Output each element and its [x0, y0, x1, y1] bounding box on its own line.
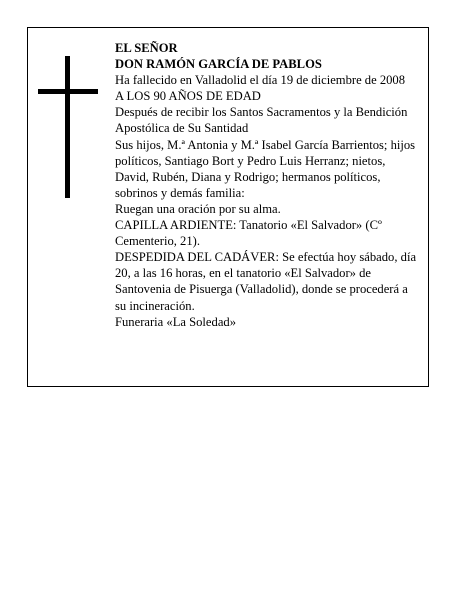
chapel-info: CAPILLA ARDIENTE: Tanatorio «El Salvador» (Cº Cementerio, 21).: [115, 218, 382, 249]
farewell-info: DESPEDIDA DEL CADÁVER: Se efectúa hoy sábado, día 20, a las 16 horas, en el tanatorio «El Salvador» de Santovenia de Pisuerga (Valladolid), donde se procederá a su incineración.: [115, 250, 417, 313]
cross-icon: [38, 56, 98, 198]
deceased-name: DON RAMÓN GARCÍA DE PABLOS: [115, 57, 322, 72]
family-list: Sus hijos, M.ª Antonia y M.ª Isabel García Barrientos; hijos políticos, Santiago Bort y Pedro Luis Herranz; nietos, David, Rubén, Diana y Rodrigo; hermanos políticos, sobrinos y demás familia:: [115, 137, 416, 200]
obituary-notice: [27, 27, 429, 387]
cross-horizontal-bar: [38, 89, 98, 94]
funeral-home: Funeraria «La Soledad»: [115, 314, 236, 329]
death-announcement: Ha fallecido en Valladolid el día 19 de diciembre de 2008: [115, 73, 406, 88]
age-line: A LOS 90 AÑOS DE EDAD: [115, 89, 261, 104]
notice-title: EL SEÑOR: [115, 41, 178, 55]
sacraments-line: Después de recibir los Santos Sacramentos y la Bendición Apostólica de Su Santidad: [115, 105, 408, 136]
obituary-text: [115, 40, 420, 330]
prayer-request: Ruegan una oración por su alma.: [115, 201, 281, 216]
cross-vertical-bar: [65, 56, 70, 198]
